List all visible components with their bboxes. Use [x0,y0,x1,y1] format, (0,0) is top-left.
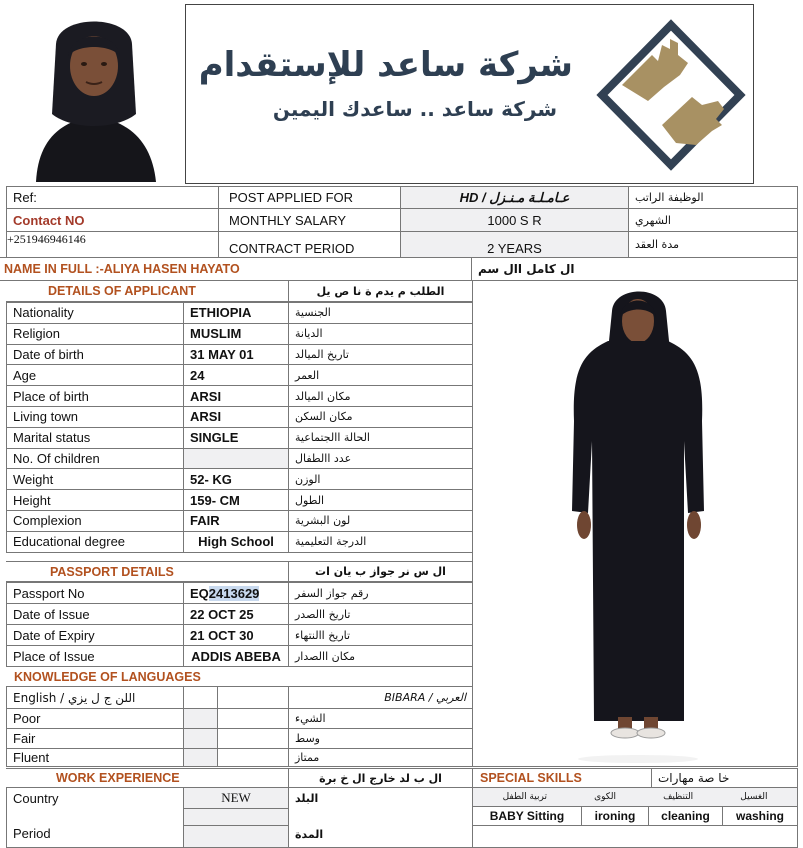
language-level-ar: ممتاز [288,748,473,767]
field-label: Height [6,489,184,511]
skill-washing: washing [722,806,798,826]
field-ar: العمر [288,364,473,386]
contact-label: Contact NO [6,208,219,232]
passport-title: PASSPORT DETAILS [50,564,174,579]
arabic-label: BIBARA / العربي [288,686,473,709]
skill-ar-1: الكوى [594,792,616,802]
field-value [183,448,289,470]
field-value: FAIR [183,510,289,532]
skills-section-title [472,768,652,788]
contract-label: CONTRACT PERIOD [218,231,401,258]
contract-ar: مدة العقد [628,231,798,258]
passport-title-ar: ال س نر جواز ب يان ات [288,561,473,582]
language-level-ar: الشيء [288,708,473,729]
period-label: Period [6,808,184,848]
field-value: MUSLIM [183,323,289,345]
field-ar: لون البشرية [288,510,473,532]
applicant-title: DETAILS OF APPLICANT [48,284,196,298]
skill-ar-3: الغسيل [740,792,768,802]
field-label: Living town [6,406,184,428]
skill-ar-2: التنظيف [663,792,694,802]
field-label: Place of birth [6,385,184,407]
contract-value: 2 YEARS [400,231,629,258]
english-col-a [183,686,218,709]
passport-field-value: ADDIS ABEBA [183,645,289,667]
passport-field-label: Date of Issue [6,603,184,625]
skills-ar-row [472,787,798,807]
skill-cleaning: cleaning [648,806,723,826]
passport-field-label: Date of Expiry [6,624,184,646]
salary-ar: الشهري [628,208,798,232]
field-ar: مكان السكن [288,406,473,428]
field-value: ETHIOPIA [183,302,289,324]
passport-field-value [183,582,289,604]
passport-field-ar: تاريخ االنتهاء [288,624,473,646]
passport-field-ar: مكان االصدار [288,645,473,667]
company-name: شركة ساعد للإستقدام [198,45,573,85]
work-title: WORK EXPERIENCE [56,771,180,785]
languages-section-title [6,666,473,687]
skills-title: SPECIAL SKILLS [480,771,582,785]
field-value: 31 MAY 01 [183,344,289,366]
field-ar: عدد االطفال [288,448,473,470]
period-ar: المدة [288,808,473,848]
skill-baby-sitting: BABY Sitting [472,806,582,826]
field-label: Weight [6,468,184,490]
country-value: NEW [183,787,289,809]
applicant-title-ar: الطلب م يدم ة نا ص يل [288,281,473,302]
field-value: ARSI [183,385,289,407]
period-value [183,825,289,848]
passport-section-title [6,561,289,582]
photo-border [472,281,798,767]
language-level-col-b [217,728,289,749]
language-level-col-a [183,728,218,749]
languages-title: KNOWLEDGE OF LANGUAGES [14,669,201,684]
field-ar: الديانة [288,323,473,345]
field-value: 52- KG [183,468,289,490]
contact-value: +251946946146 [6,231,219,258]
full-name: NAME IN FULL :-ALIYA HASEN HAYATO [0,257,472,281]
field-label: Nationality [6,302,184,324]
field-label: Marital status [6,427,184,449]
field-ar: الطول [288,489,473,511]
field-ar: مكان الميالد [288,385,473,407]
field-ar: الجنسية [288,302,473,324]
passport-field-label: Passport No [6,582,184,604]
language-level-col-b [217,748,289,767]
applicant-section-title [6,281,289,302]
language-level-ar: وسط [288,728,473,749]
field-value: 159- CM [183,489,289,511]
passport-field-label: Place of Issue [6,645,184,667]
field-ar: الحالة االجتماعية [288,427,473,449]
language-level-col-b [217,708,289,729]
ref-label: Ref: [6,186,219,209]
field-value: ARSI [183,406,289,428]
post-ar: الوظيفة الراتب [628,186,798,209]
language-level-label: Fluent [6,748,184,767]
english-col-b [217,686,289,709]
work-title-ar: ال ب لد خارج ال خ برة [288,768,473,788]
logo-box [592,15,750,175]
field-label: Complexion [6,510,184,532]
country-value-2 [183,808,289,826]
company-slogan: شركة ساعد .. ساعدك اليمين [272,97,557,121]
passport-no-highlight: 2413629 [208,585,260,601]
passport-field-value: 21 OCT 30 [183,624,289,646]
passport-field-ar: رقم جواز السفر [288,582,473,604]
header-banner [185,4,754,184]
english-label: English / اللن ج ل يزي [6,686,184,709]
language-level-col-a [183,748,218,767]
passport-field-value: 22 OCT 25 [183,603,289,625]
skills-blank-row [472,825,798,848]
field-label: No. Of children [6,448,184,470]
field-value: High School [183,531,289,553]
field-ar: تاريخ الميالد [288,344,473,366]
post-value: HD / عـامـلـة مـنـزل [400,186,629,209]
applicant-portrait-photo [6,4,182,182]
salary-label: MONTHLY SALARY [218,208,401,232]
language-level-label: Fair [6,728,184,749]
skill-ironing: ironing [581,806,649,826]
field-value: 24 [183,364,289,386]
country-label: Country [6,787,184,809]
language-level-label: Poor [6,708,184,729]
hands-icon [592,15,750,175]
post-label: POST APPLIED FOR [218,186,401,209]
full-name-ar: ال كامل اال سم [471,257,798,281]
field-ar: الدرجة التعليمية [288,531,473,553]
field-value: SINGLE [183,427,289,449]
passport-field-ar: تاريخ االصدر [288,603,473,625]
field-label: Religion [6,323,184,345]
country-ar: البلد [288,787,473,809]
skill-ar-0: تربية الطفل [502,792,547,802]
passport-no-prefix: EQ [190,585,209,601]
skills-title-ar: خا صة مهارات [651,768,798,788]
work-section-title [6,768,289,788]
field-label: Educational degree [6,531,184,553]
salary-value: 1000 S R [400,208,629,232]
field-ar: الوزن [288,468,473,490]
field-label: Date of birth [6,344,184,366]
language-level-col-a [183,708,218,729]
field-label: Age [6,364,184,386]
portrait-illustration [6,4,182,182]
